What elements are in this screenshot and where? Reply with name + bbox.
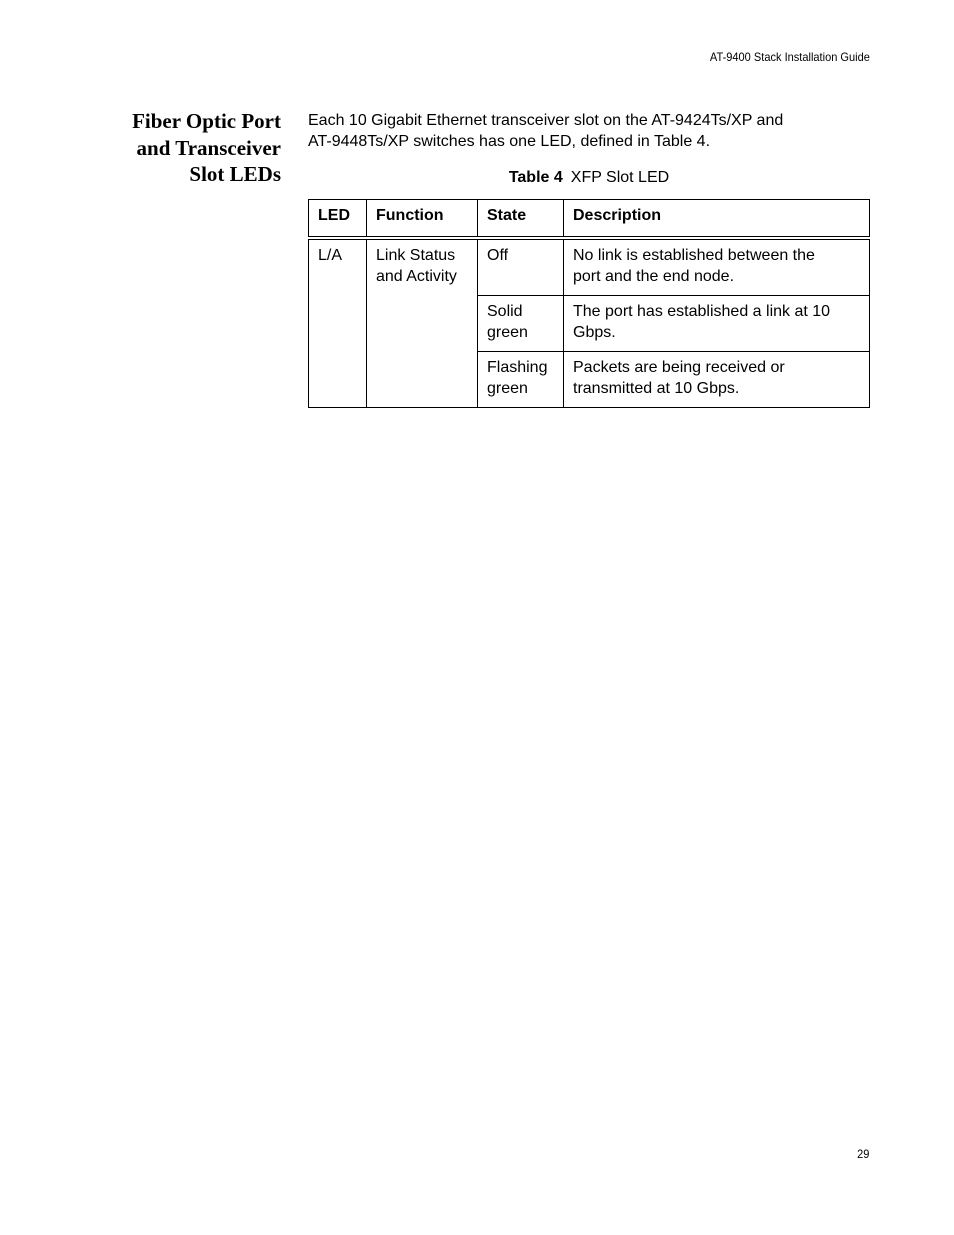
body-paragraph <box>308 111 868 152</box>
state-cell <box>478 352 564 408</box>
cell-line: Gbps. <box>573 323 616 341</box>
description-cell <box>564 296 870 352</box>
running-header: AT-9400 Stack Installation Guide <box>710 50 870 64</box>
heading-line: Slot LEDs <box>189 162 281 186</box>
body-line: Each 10 Gigabit Ethernet transceiver slot on the AT-9424Ts/XP and <box>308 112 784 129</box>
description-cell <box>564 238 870 296</box>
state-cell <box>478 296 564 352</box>
table-caption-title: XFP Slot LED <box>570 169 670 186</box>
state-cell <box>478 238 564 296</box>
cell-line: green <box>487 323 528 341</box>
body-line: AT-9448Ts/XP switches has one LED, defined in Table 4. <box>308 132 711 150</box>
cell-line: Off <box>487 247 509 264</box>
table-row <box>309 238 870 296</box>
description-cell <box>564 352 870 408</box>
page-number: 29 <box>856 1147 869 1161</box>
column-header-function: Function <box>367 200 478 239</box>
cell-line: transmitted at 10 Gbps. <box>573 379 740 397</box>
cell-line: and Activity <box>376 267 457 285</box>
cell-line: Link Status <box>376 247 456 264</box>
column-header-led: LED <box>309 200 367 239</box>
column-header-description: Description <box>564 200 870 239</box>
cell-line: No link is established between the <box>573 247 815 264</box>
cell-line: Solid <box>487 303 523 320</box>
column-header-state: State <box>478 200 564 239</box>
led-cell: L/A <box>309 238 367 408</box>
table-caption-label: Table 4 <box>508 169 563 186</box>
xfp-slot-led-table <box>308 199 870 408</box>
function-cell <box>367 238 478 408</box>
cell-line: port and the end node. <box>573 267 735 285</box>
table-header-row <box>309 200 870 239</box>
cell-line: The port has established a link at 10 <box>573 303 831 320</box>
cell-line: Packets are being received or <box>573 359 785 376</box>
section-heading <box>96 108 281 188</box>
heading-line: and Transceiver <box>136 135 281 160</box>
table-caption <box>308 168 870 188</box>
heading-line: Fiber Optic Port <box>132 109 281 133</box>
cell-line: Flashing <box>487 359 548 376</box>
cell-line: green <box>487 379 528 397</box>
